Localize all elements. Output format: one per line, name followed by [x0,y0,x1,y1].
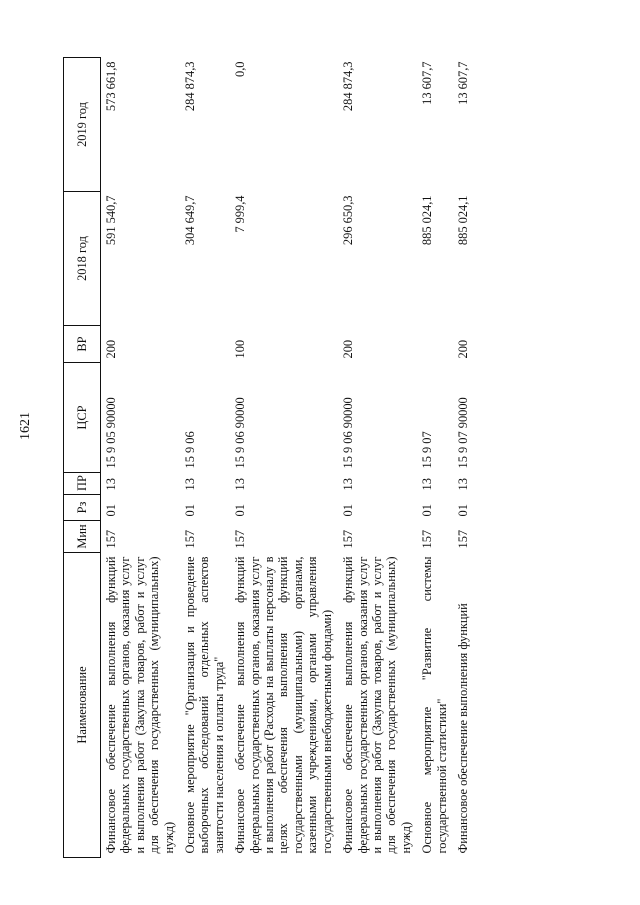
budget-table [63,57,474,858]
cell-csr: 15 9 05 90000 [104,397,118,469]
cell-vr [417,326,453,363]
header-vr: ВР [64,326,101,363]
header-csr: ЦСР [64,363,101,473]
cell-csr: 15 9 06 90000 [233,397,248,469]
cell-min: 157 [104,529,118,549]
cell-min: 157 [420,529,435,549]
cell-rz: 01 [455,504,470,517]
cell-csr: 15 9 06 [183,431,198,469]
header-min: Мин [64,521,101,553]
cell-2018: 885 024,1 [455,195,470,246]
cell-2018: 296 650,3 [341,195,356,246]
cell-name: Финансовое обеспечение выполнения функций [455,603,470,854]
cell-2018: 304 649,7 [183,195,198,246]
table-row [453,58,474,858]
cell-2019: 13 607,7 [455,61,470,105]
cell-name: Финансовое обеспечение выполнения функций федеральных государственных органов, оказания услуг и выполнения работ (Закупка товаров, работ и услуг для обеспечения государственных (муниципальных) нужд) [341,556,413,854]
cell-rz: 01 [104,504,118,517]
rotated-table-container [63,58,608,858]
cell-2018: 7 999,4 [233,195,248,233]
cell-min: 157 [341,529,356,549]
header-pr: ПР [64,473,101,495]
cell-2019: 13 607,7 [420,61,435,105]
cell-min: 157 [455,529,470,549]
cell-min: 157 [233,529,248,549]
header-2018: 2018 год [64,192,101,326]
table-row [417,58,453,858]
cell-csr: 15 9 07 90000 [455,397,470,469]
header-name: Наименование [64,553,101,858]
cell-vr: 100 [233,339,248,359]
cell-vr: 200 [455,339,470,359]
cell-rz: 01 [183,504,198,517]
header-2019: 2019 год [64,58,101,192]
table-row [101,58,181,858]
cell-pr: 13 [233,478,248,491]
cell-rz: 01 [233,504,248,517]
cell-name: Основное мероприятие "Развитие системы государственной статистики" [420,556,449,854]
cell-2018: 591 540,7 [104,195,118,246]
cell-2019: 284 874,3 [341,61,356,112]
page-number: 1621 [18,412,33,440]
cell-name: Основное мероприятие "Организация и проведение выборочных обследований отдельных аспектов занятости населения и оплаты труда" [183,556,226,854]
cell-pr: 13 [183,478,198,491]
table-row [180,58,230,858]
cell-name: Финансовое обеспечение выполнения функций федеральных государственных органов, оказания услуг и выполнения работ (Расходы на выплаты персоналу в целях обеспечения выполнения функций государственными (муниципальными) органами, казенными учреждениями, органами управления государственными внебюджетными фондами) [233,556,334,854]
cell-rz: 01 [341,504,356,517]
cell-vr: 200 [341,339,356,359]
cell-rz: 01 [420,504,435,517]
table-row [230,58,338,858]
table-header-row [64,58,101,858]
cell-2018: 885 024,1 [420,195,435,246]
cell-2019: 284 874,3 [183,61,198,112]
cell-csr: 15 9 07 [420,431,435,469]
cell-name: Финансовое обеспечение выполнения функций федеральных государственных органов, оказания услуг и выполнения работ (Закупка товаров, работ и услуг для обеспечения государственных (муниципальных) нужд) [104,556,176,854]
header-rz: Рз [64,495,101,521]
cell-pr: 13 [455,478,470,491]
cell-min: 157 [183,529,198,549]
cell-pr: 13 [104,478,118,491]
table-row [338,58,417,858]
cell-2019: 573 661,8 [104,61,118,112]
cell-pr: 13 [341,478,356,491]
cell-pr: 13 [420,478,435,491]
cell-vr [180,326,230,363]
cell-vr: 200 [104,339,118,359]
cell-2019: 0,0 [233,61,248,77]
cell-csr: 15 9 06 90000 [341,397,356,469]
